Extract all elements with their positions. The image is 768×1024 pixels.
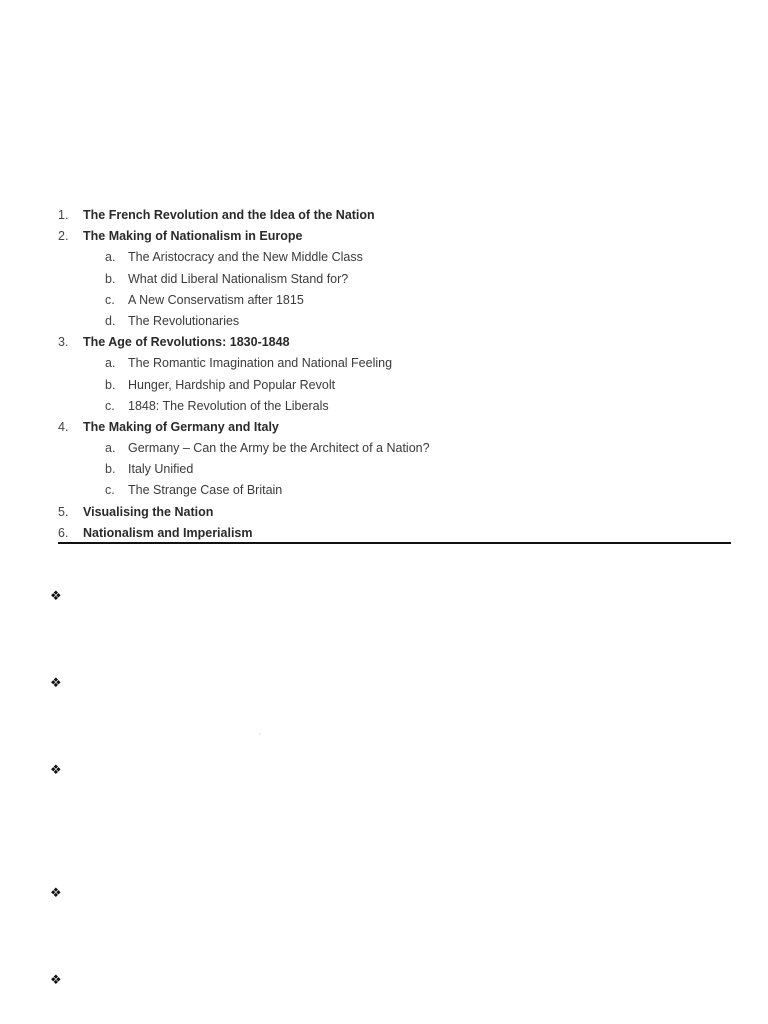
subitem-text: Italy Unified: [128, 462, 194, 477]
item-title: Visualising the Nation: [83, 504, 214, 519]
chapter-outline: [58, 205, 732, 544]
outline-subitem: [58, 438, 732, 459]
subitem-text: A New Conservatism after 1815: [128, 292, 304, 307]
outline-item: [58, 332, 732, 353]
subitem-text: The Revolutionaries: [128, 313, 240, 328]
outline-item: [58, 226, 732, 247]
outline-subitem: [58, 480, 732, 501]
outline-item: [58, 523, 732, 544]
item-title: Nationalism and Imperialism: [83, 525, 253, 540]
item-number: 4.: [58, 419, 69, 434]
subitem-text: Germany – Can the Army be the Architect of a Nation?: [128, 441, 430, 456]
outline-item: [58, 502, 732, 523]
subitem-text: The Romantic Imagination and National Feeling: [128, 356, 393, 371]
item-title: The Age of Revolutions: 1830-1848: [83, 335, 290, 350]
item-number: 1.: [58, 208, 69, 222]
outline-subitem: [58, 290, 732, 311]
subitem-letter: d.: [105, 313, 116, 328]
subitem-text: The Strange Case of Britain: [128, 483, 283, 498]
subitem-letter: b.: [105, 462, 116, 477]
subitem-text: The Aristocracy and the New Middle Class: [128, 250, 363, 265]
subitem-text: What did Liberal Nationalism Stand for?: [128, 271, 349, 286]
outline-subitem: [58, 353, 732, 374]
subitem-letter: a.: [105, 250, 116, 265]
outline-subitem: [58, 459, 732, 480]
outline-subitem: [58, 311, 732, 332]
subitem-text: 1848: The Revolution of the Liberals: [128, 398, 329, 413]
subitem-letter: c.: [105, 483, 115, 498]
subitem-text: Hunger, Hardship and Popular Revolt: [128, 377, 336, 392]
outline-subitem: [58, 247, 732, 268]
subitem-letter: b.: [105, 377, 116, 392]
horizontal-divider: [58, 542, 731, 544]
outline-item: [58, 205, 732, 226]
subitem-letter: c.: [105, 398, 115, 413]
outline-item: [58, 417, 732, 438]
subitem-letter: b.: [105, 271, 116, 286]
subitem-letter: a.: [105, 356, 116, 371]
item-number: 2.: [58, 229, 69, 244]
item-title: The Making of Germany and Italy: [83, 419, 279, 434]
outline-subitem: [58, 269, 732, 290]
item-title: The Making of Nationalism in Europe: [83, 229, 303, 244]
diamond-bullet-icon: ❖: [50, 675, 62, 690]
diamond-bullet-icon: ❖: [50, 762, 62, 777]
item-title: The French Revolution and the Idea of the Nation: [83, 208, 375, 222]
diamond-bullet-icon: ❖: [50, 972, 62, 987]
diamond-bullet-icon: ❖: [50, 885, 62, 900]
item-number: 3.: [58, 335, 69, 350]
stray-mark: ,: [259, 730, 261, 736]
item-number: 6.: [58, 525, 69, 540]
outline-subitem: [58, 396, 732, 417]
outline-subitem: [58, 375, 732, 396]
diamond-bullet-icon: ❖: [50, 588, 62, 603]
item-number: 5.: [58, 504, 69, 519]
subitem-letter: c.: [105, 292, 115, 307]
subitem-letter: a.: [105, 441, 116, 456]
